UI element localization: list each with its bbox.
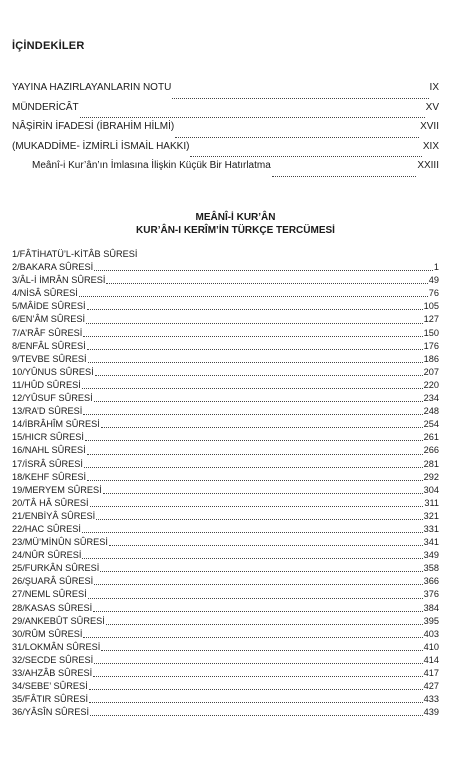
dot-leader (172, 98, 428, 99)
surah-item-label: 27/NEML SÛRESİ (12, 589, 87, 600)
surah-item-page-number: 439 (423, 707, 439, 718)
dot-leader (90, 715, 423, 716)
front-matter-item-label: YAYINA HAZIRLAYANLARIN NOTU (12, 82, 172, 93)
front-matter-item-page-number: XVII (420, 121, 439, 132)
dot-leader (83, 336, 422, 337)
surah-item-label: 25/FURKÂN SÛRESİ (12, 563, 100, 574)
surah-item-label: 28/KASAS SÛRESİ (12, 602, 93, 613)
surah-item-page-number: 207 (423, 366, 439, 377)
surah-item[interactable] (12, 575, 439, 588)
surah-item-page-number: 358 (423, 563, 439, 574)
surah-item-label: 10/YÛNUS SÛRESİ (12, 366, 94, 377)
surah-item[interactable] (12, 667, 439, 680)
surah-item-label: 22/HAC SÛRESİ (12, 523, 81, 534)
dot-leader (100, 571, 422, 572)
dot-leader (85, 440, 423, 441)
surah-item-page-number: 105 (423, 301, 439, 312)
dot-leader (89, 689, 423, 690)
surah-item-label: 1/FÂTİHATÜ’L-KİTÂB SÛRESİ (12, 249, 138, 259)
surah-item-label: 15/HICR SÛRESİ (12, 432, 84, 443)
section-title-line2: KUR’ÂN-I KERÎM’İN TÜRKÇE TERCÜMESİ (136, 225, 335, 236)
surah-item[interactable] (12, 327, 439, 340)
surah-item[interactable] (12, 379, 439, 392)
surah-item-page-number: 76 (428, 288, 439, 299)
dot-leader (94, 584, 422, 585)
surah-item-label: 9/TEVBE SÛRESİ (12, 353, 87, 364)
surah-item-page-number: 176 (423, 340, 439, 351)
surah-item[interactable] (12, 248, 439, 261)
dot-leader (109, 545, 423, 546)
surah-item[interactable] (12, 261, 439, 274)
surah-item-page-number: 234 (423, 393, 439, 404)
surah-item[interactable] (12, 458, 439, 471)
dot-leader (82, 388, 423, 389)
surah-item-page-number: 186 (423, 353, 439, 364)
surah-item-page-number: 321 (423, 510, 439, 521)
surah-item-page-number: 331 (423, 523, 439, 534)
surah-item-label: 18/KEHF SÛRESİ (12, 471, 87, 482)
dot-leader (88, 598, 423, 599)
surah-item-page-number: 254 (423, 419, 439, 430)
surah-item-label: 29/ANKEBÛT SÛRESİ (12, 615, 105, 626)
surah-item[interactable] (12, 706, 439, 719)
surah-item-page-number: 150 (423, 327, 439, 338)
surah-item-label: 19/MERYEM SÛRESİ (12, 484, 102, 495)
section-title (0, 211, 471, 237)
front-matter-item-label: Meânî-i Kur’ân’ın İmlasına İlişkin Küçük Bir Hatırlatma (32, 160, 271, 171)
surah-item[interactable] (12, 300, 439, 313)
surah-item[interactable] (12, 366, 439, 379)
surah-item[interactable] (12, 628, 439, 641)
surah-item-page-number: 248 (423, 406, 439, 417)
front-matter-item[interactable] (12, 141, 439, 161)
dot-leader (101, 427, 423, 428)
surah-item-page-number: 417 (423, 668, 439, 678)
surah-item-page-number: 127 (423, 314, 439, 325)
dot-leader (94, 663, 422, 664)
surah-item-label: 7/A’RÂF SÛRESİ (12, 327, 83, 338)
surah-item[interactable] (12, 497, 439, 510)
surah-item-label: 13/RA’D SÛRESİ (12, 406, 83, 417)
surah-item-label: 20/TÂ HÂ SÛRESİ (12, 497, 89, 508)
surah-item[interactable] (12, 549, 439, 562)
surah-item[interactable] (12, 418, 439, 431)
surah-item-page-number: 341 (423, 537, 439, 548)
surah-list (12, 248, 439, 719)
surah-item[interactable] (12, 392, 439, 405)
front-matter-item[interactable] (12, 82, 439, 102)
surah-item-page-number: 410 (423, 641, 439, 652)
surah-item-page-number: 403 (423, 628, 439, 639)
dot-leader (106, 283, 427, 284)
surah-item-label: 21/ENBİYÂ SÛRESİ (12, 510, 96, 521)
surah-item-page-number: 281 (423, 458, 439, 469)
surah-item-page-number: 427 (423, 681, 439, 692)
surah-item-label: 26/ŞUARÂ SÛRESİ (12, 576, 94, 587)
dot-leader (82, 558, 422, 559)
dot-leader (89, 702, 423, 703)
surah-item-page-number: 414 (423, 654, 439, 665)
surah-item[interactable] (12, 274, 439, 287)
dot-leader (95, 375, 423, 376)
surah-item-page-number: 384 (423, 602, 439, 613)
dot-leader (88, 362, 423, 363)
surah-item-page-number: 292 (423, 471, 439, 482)
dot-leader (82, 532, 423, 533)
dot-leader (87, 480, 423, 481)
dot-leader (80, 117, 425, 118)
surah-item-label: 16/NAHL SÛRESİ (12, 445, 86, 456)
dot-leader (86, 323, 423, 324)
front-matter-item[interactable] (12, 102, 439, 122)
dot-leader (94, 270, 433, 271)
surah-item-page-number: 433 (423, 694, 439, 705)
front-matter-item-label: MÜNDERİCÂT (12, 101, 79, 113)
dot-leader (79, 296, 428, 297)
front-matter-list (12, 82, 439, 180)
surah-item-label: 24/NÛR SÛRESİ (12, 550, 82, 561)
surah-item-label: 34/SEBE’ SÛRESİ (12, 681, 88, 692)
front-matter-item-label: NÂŞİRİN İFADESİ (İBRAHİM HİLMİ) (12, 121, 175, 132)
front-matter-item[interactable] (12, 160, 439, 180)
dot-leader (90, 506, 424, 507)
surah-item[interactable] (12, 536, 439, 549)
surah-item-page-number: 376 (423, 589, 439, 600)
surah-item-page-number: 49 (428, 275, 439, 286)
dot-leader (94, 401, 423, 402)
front-matter-item-page-number: XIX (422, 140, 439, 152)
surah-item-label: 14/İBRÂHÎM SÛRESİ (12, 419, 100, 430)
surah-item-label: 30/RÛM SÛRESİ (12, 628, 83, 639)
surah-item-label: 36/YÂSÎN SÛRESİ (12, 707, 90, 718)
dot-leader (83, 414, 422, 415)
dot-leader (87, 309, 423, 310)
surah-item-page-number: 349 (423, 550, 439, 561)
surah-item-page-number: 366 (423, 576, 439, 587)
surah-item[interactable] (12, 654, 439, 667)
surah-item[interactable] (12, 353, 439, 366)
surah-item-label: 17/İSRÂ SÛRESİ (12, 458, 83, 469)
surah-item[interactable] (12, 484, 439, 497)
surah-item-label: 35/FÂTIR SÛRESİ (12, 694, 89, 705)
dot-leader (190, 156, 421, 157)
dot-leader (93, 611, 422, 612)
surah-item[interactable] (12, 313, 439, 326)
surah-item-label: 4/NİSÂ SÛRESİ (12, 288, 78, 299)
surah-item-label: 31/LOKMÂN SÛRESİ (12, 641, 101, 652)
surah-item-page-number: 395 (423, 615, 439, 626)
toc-heading: İÇİNDEKİLER (12, 40, 85, 52)
surah-item-label: 32/SECDE SÛRESİ (12, 654, 94, 665)
dot-leader (175, 137, 419, 138)
surah-item[interactable] (12, 602, 439, 615)
dot-leader (84, 467, 423, 468)
surah-item-page-number: 220 (423, 379, 439, 390)
surah-item[interactable] (12, 431, 439, 444)
surah-item-label: 2/BAKARA SÛRESİ (12, 262, 94, 273)
section-title-line1: MEÂNÎ-İ KUR’ÂN (195, 212, 276, 223)
surah-item[interactable] (12, 510, 439, 523)
surah-item[interactable] (12, 405, 439, 418)
surah-item-label: 23/MÜ’MİNÛN SÛRESİ (12, 537, 108, 548)
surah-item-page-number: 261 (423, 432, 439, 443)
surah-item-label: 3/ÂL-İ İMRÂN SÛRESİ (12, 275, 106, 286)
surah-item-label: 8/ENFÂL SÛRESİ (12, 340, 86, 351)
surah-item-label: 11/HÛD SÛRESİ (12, 379, 81, 390)
surah-item-page-number: 304 (423, 484, 439, 495)
dot-leader (272, 176, 417, 177)
surah-item-page-number: 311 (424, 497, 439, 508)
surah-item-page-number: 266 (423, 445, 439, 456)
surah-item[interactable] (12, 444, 439, 457)
surah-item[interactable] (12, 523, 439, 536)
front-matter-item-page-number: XV (425, 101, 439, 113)
dot-leader (103, 493, 423, 494)
surah-item[interactable] (12, 287, 439, 300)
surah-item-label: 12/YÛSUF SÛRESİ (12, 393, 93, 404)
surah-item-label: 6/EN’ÂM SÛRESİ (12, 314, 86, 325)
front-matter-item[interactable] (12, 121, 439, 141)
dot-leader (93, 676, 422, 677)
front-matter-item-page-number: IX (429, 82, 439, 93)
dot-leader (106, 624, 423, 625)
dot-leader (87, 454, 423, 455)
surah-item[interactable] (12, 562, 439, 575)
front-matter-item-label: (MUKADDİME- İZMİRLİ İSMAİL HAKKI) (12, 140, 190, 152)
surah-item-page-number: 1 (433, 262, 439, 273)
surah-item-label: 5/MÂİDE SÛRESİ (12, 301, 86, 312)
surah-item[interactable] (12, 680, 439, 693)
surah-item[interactable] (12, 641, 439, 654)
dot-leader (96, 519, 422, 520)
front-matter-item-page-number: XXIII (417, 160, 439, 171)
dot-leader (83, 637, 422, 638)
surah-item[interactable] (12, 693, 439, 706)
surah-item[interactable] (12, 615, 439, 628)
dot-leader (87, 349, 423, 350)
surah-item[interactable] (12, 588, 439, 601)
dot-leader (101, 650, 422, 651)
surah-item-label: 33/AHZÂB SÛRESİ (12, 668, 93, 678)
surah-item[interactable] (12, 340, 439, 353)
surah-item[interactable] (12, 471, 439, 484)
